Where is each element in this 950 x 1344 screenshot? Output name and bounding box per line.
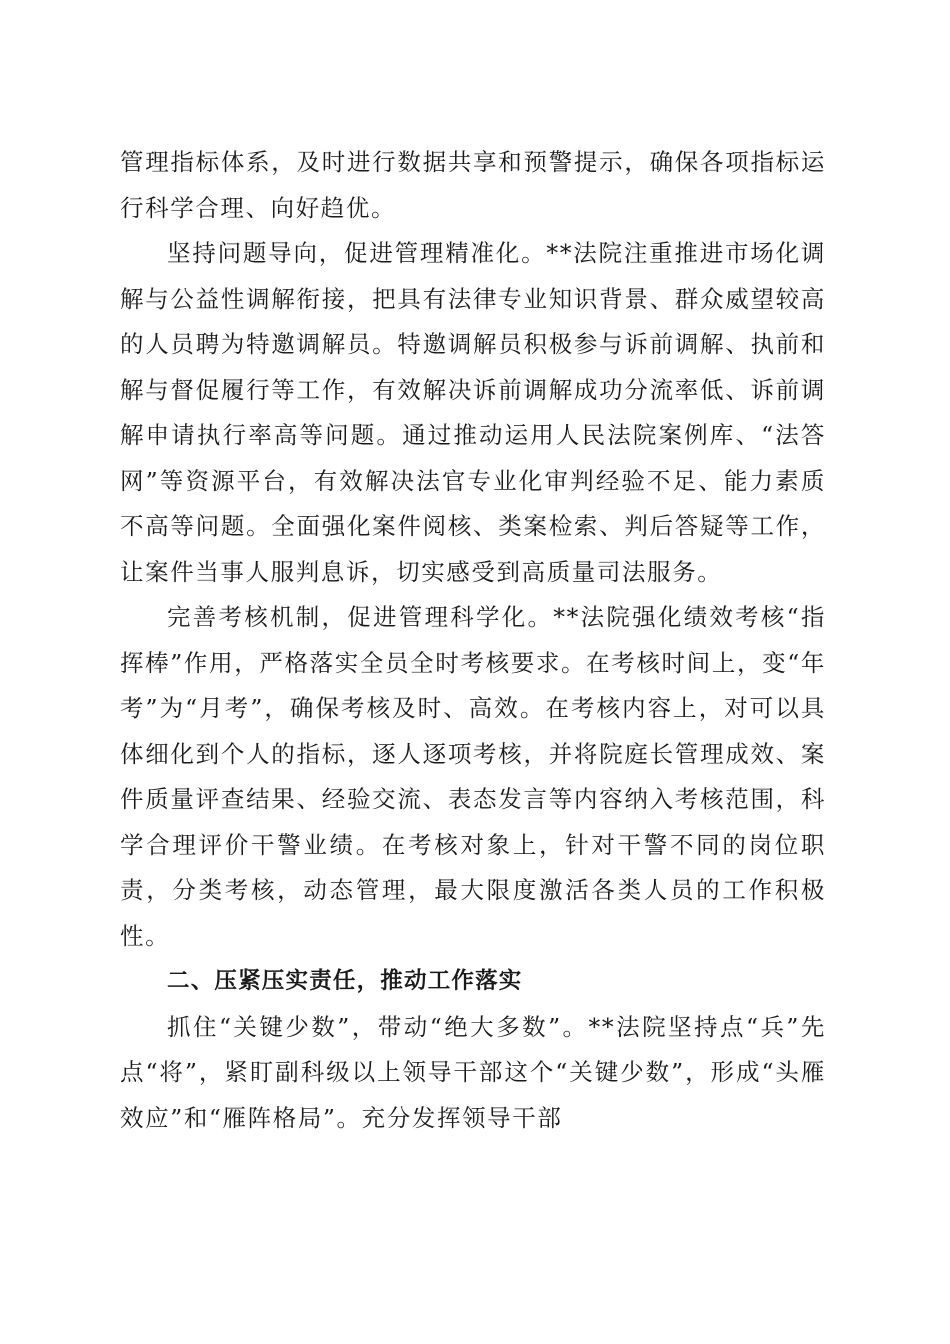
paragraph-key-minority: 抓住“关键少数”，带动“绝大多数”。**法院坚持点“兵”先点“将”，紧盯副科级以上领导干部这个“关键少数”，形成“头雁效应”和“雁阵格局”。充分发挥领导干部: [120, 1012, 826, 1132]
section-heading: 二、压紧压实责任，推动工作落实: [167, 968, 523, 994]
paragraph-continuation: 管理指标体系，及时进行数据共享和预警提示，确保各项指标运行科学合理、向好趋优。: [120, 148, 826, 222]
paragraph-assessment-mechanism: 完善考核机制，促进管理科学化。**法院强化绩效考核“指挥棒”作用，严格落实全员全时考核要求。在考核时间上，变“年考”为“月考”，确保考核及时、高效。在考核内容上，对可以具体细化到个人的指标，逐人逐项考核，并将院庭长管理成效、案件质量评查结果、经验交流、表态发言等内容纳入考核范围，科学合理评价干警业绩。在考核对象上，针对干警不同的岗位职责，分类考核，动态管理，最大限度激活各类人员的工作积极性。: [120, 603, 826, 950]
document-page: [120, 140, 826, 1141]
paragraph-problem-orientation: 坚持问题导向，促进管理精准化。**法院注重推进市场化调解与公益性调解衔接，把具有法律专业知识背景、群众威望较高的人员聘为特邀调解员。特邀调解员积极参与诉前调解、执前和解与督促履行等工作，有效解决诉前调解成功分流率低、诉前调解申请执行率高等问题。通过推动运用人民法院案例库、“法答网”等资源平台，有效解决法官专业化审判经验不足、能力素质不高等问题。全面强化案件阅核、类案检索、判后答疑等工作，让案件当事人服判息诉，切实感受到高质量司法服务。: [120, 239, 826, 586]
